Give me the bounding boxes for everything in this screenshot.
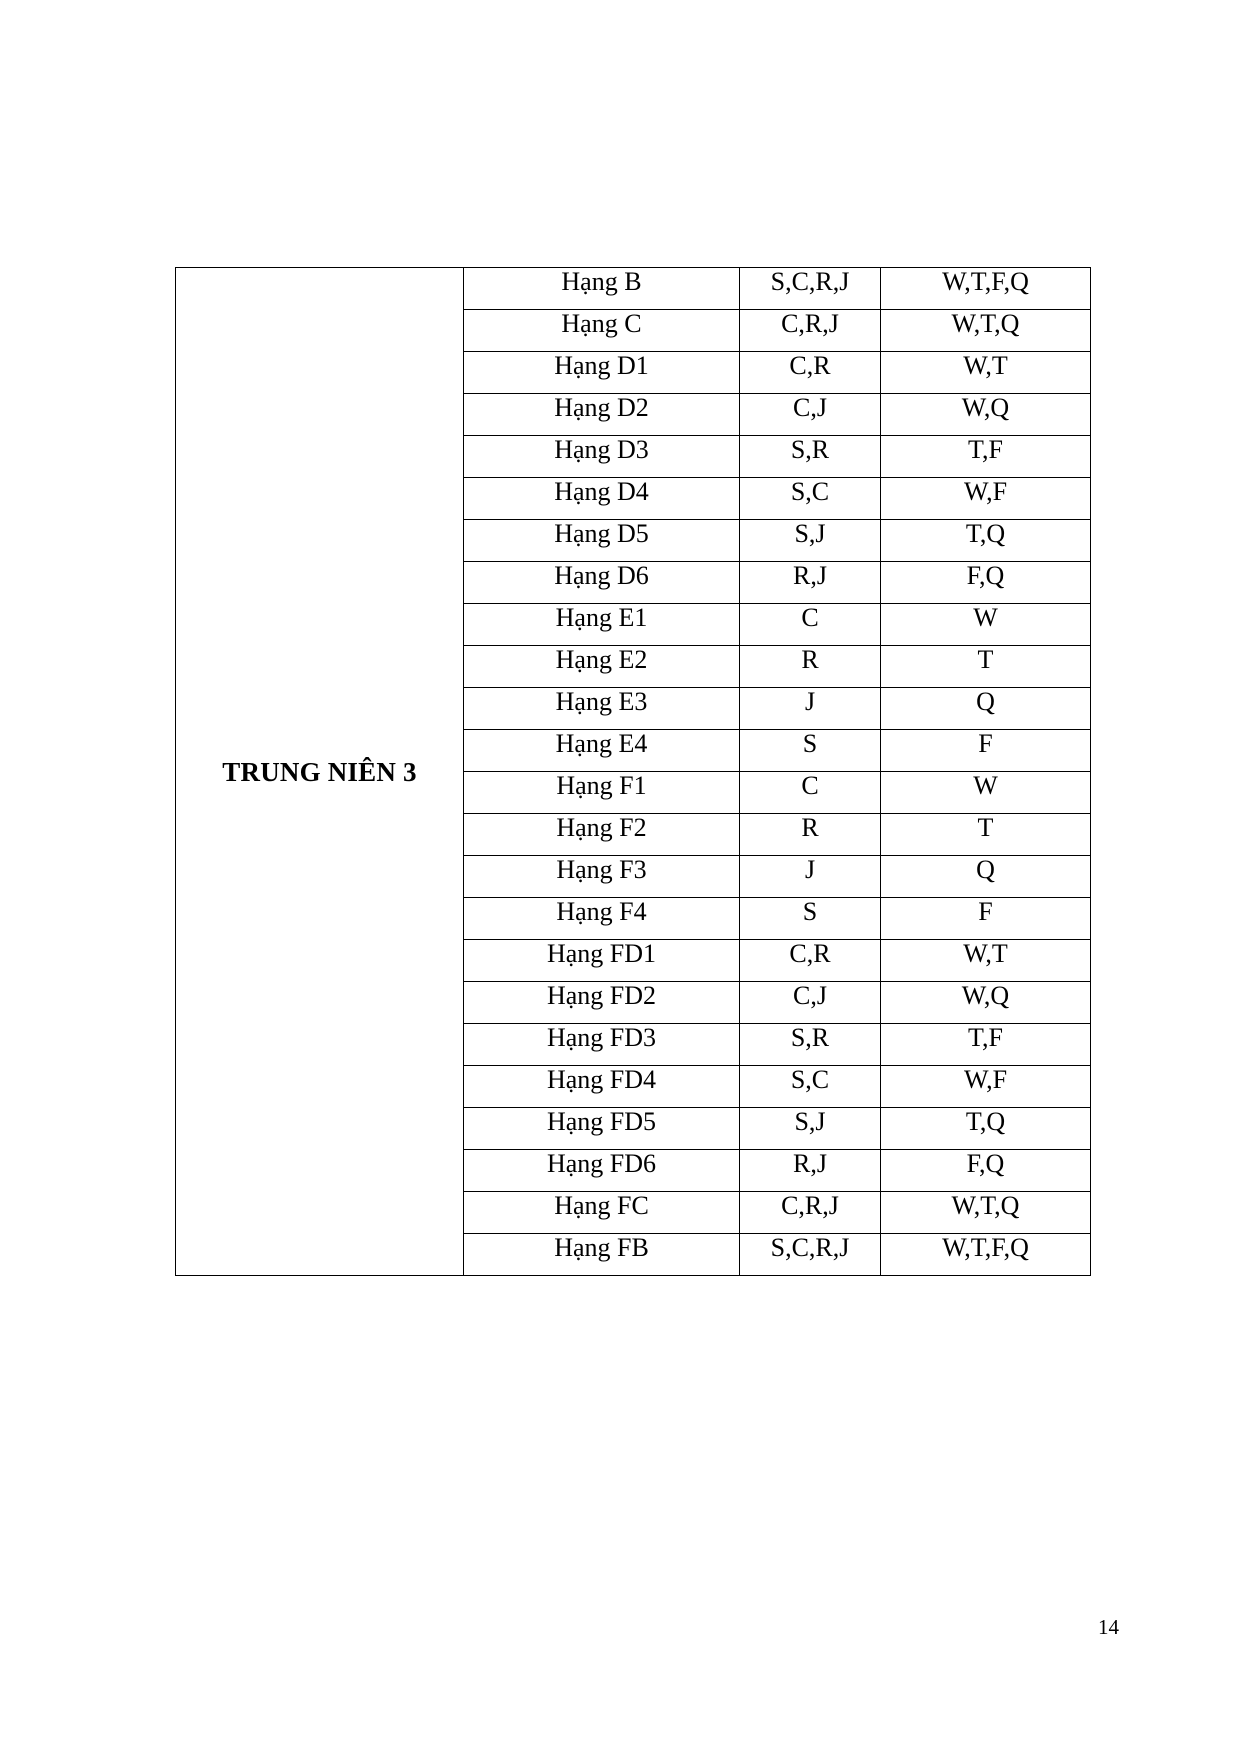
- rank-cell: Hạng FD6: [464, 1150, 740, 1192]
- rank-cell: Hạng C: [464, 310, 740, 352]
- codes-cell: S,R: [740, 436, 881, 478]
- codes-cell: C,R: [740, 940, 881, 982]
- letters-cell: T,F: [881, 1024, 1091, 1066]
- letters-cell: Q: [881, 688, 1091, 730]
- codes-cell: S,R: [740, 1024, 881, 1066]
- rank-cell: Hạng D4: [464, 478, 740, 520]
- codes-cell: S,J: [740, 520, 881, 562]
- codes-cell: S,C: [740, 1066, 881, 1108]
- letters-cell: T: [881, 814, 1091, 856]
- rank-cell: Hạng FD1: [464, 940, 740, 982]
- letters-cell: W,F: [881, 1066, 1091, 1108]
- letters-cell: T,Q: [881, 1108, 1091, 1150]
- rank-table: [175, 267, 1091, 1276]
- letters-cell: W,T,F,Q: [881, 1234, 1091, 1276]
- rank-cell: Hạng FD3: [464, 1024, 740, 1066]
- letters-cell: F,Q: [881, 1150, 1091, 1192]
- codes-cell: R,J: [740, 562, 881, 604]
- rank-cell: Hạng D6: [464, 562, 740, 604]
- rank-cell: Hạng B: [464, 268, 740, 310]
- codes-cell: S,J: [740, 1108, 881, 1150]
- codes-cell: C,R,J: [740, 310, 881, 352]
- letters-cell: F,Q: [881, 562, 1091, 604]
- codes-cell: J: [740, 856, 881, 898]
- rank-table-body: [176, 268, 1091, 1276]
- rank-cell: Hạng FD2: [464, 982, 740, 1024]
- rank-cell: Hạng E2: [464, 646, 740, 688]
- letters-cell: W,T,Q: [881, 310, 1091, 352]
- group-label-cell: TRUNG NIÊN 3: [176, 268, 464, 1276]
- rank-cell: Hạng FD4: [464, 1066, 740, 1108]
- codes-cell: J: [740, 688, 881, 730]
- letters-cell: F: [881, 730, 1091, 772]
- codes-cell: R: [740, 814, 881, 856]
- letters-cell: Q: [881, 856, 1091, 898]
- table-row: [176, 268, 1091, 310]
- letters-cell: W,T: [881, 940, 1091, 982]
- codes-cell: S,C,R,J: [740, 268, 881, 310]
- rank-cell: Hạng E3: [464, 688, 740, 730]
- rank-cell: Hạng D1: [464, 352, 740, 394]
- codes-cell: C: [740, 604, 881, 646]
- rank-cell: Hạng E1: [464, 604, 740, 646]
- codes-cell: C,J: [740, 394, 881, 436]
- page-number: 14: [1098, 1615, 1119, 1639]
- letters-cell: T,Q: [881, 520, 1091, 562]
- codes-cell: C,R: [740, 352, 881, 394]
- letters-cell: W: [881, 604, 1091, 646]
- codes-cell: S: [740, 730, 881, 772]
- rank-cell: Hạng F4: [464, 898, 740, 940]
- letters-cell: W,Q: [881, 394, 1091, 436]
- codes-cell: S,C,R,J: [740, 1234, 881, 1276]
- rank-cell: Hạng D5: [464, 520, 740, 562]
- letters-cell: W: [881, 772, 1091, 814]
- rank-cell: Hạng F2: [464, 814, 740, 856]
- rank-cell: Hạng FB: [464, 1234, 740, 1276]
- letters-cell: W,Q: [881, 982, 1091, 1024]
- codes-cell: C,J: [740, 982, 881, 1024]
- rank-cell: Hạng D2: [464, 394, 740, 436]
- rank-cell: Hạng FD5: [464, 1108, 740, 1150]
- letters-cell: W,F: [881, 478, 1091, 520]
- letters-cell: T,F: [881, 436, 1091, 478]
- letters-cell: W,T: [881, 352, 1091, 394]
- codes-cell: S: [740, 898, 881, 940]
- rank-cell: Hạng F1: [464, 772, 740, 814]
- codes-cell: R,J: [740, 1150, 881, 1192]
- rank-cell: Hạng FC: [464, 1192, 740, 1234]
- letters-cell: T: [881, 646, 1091, 688]
- codes-cell: S,C: [740, 478, 881, 520]
- codes-cell: C,R,J: [740, 1192, 881, 1234]
- letters-cell: W,T,F,Q: [881, 268, 1091, 310]
- rank-cell: Hạng D3: [464, 436, 740, 478]
- codes-cell: C: [740, 772, 881, 814]
- letters-cell: F: [881, 898, 1091, 940]
- codes-cell: R: [740, 646, 881, 688]
- letters-cell: W,T,Q: [881, 1192, 1091, 1234]
- rank-cell: Hạng F3: [464, 856, 740, 898]
- rank-cell: Hạng E4: [464, 730, 740, 772]
